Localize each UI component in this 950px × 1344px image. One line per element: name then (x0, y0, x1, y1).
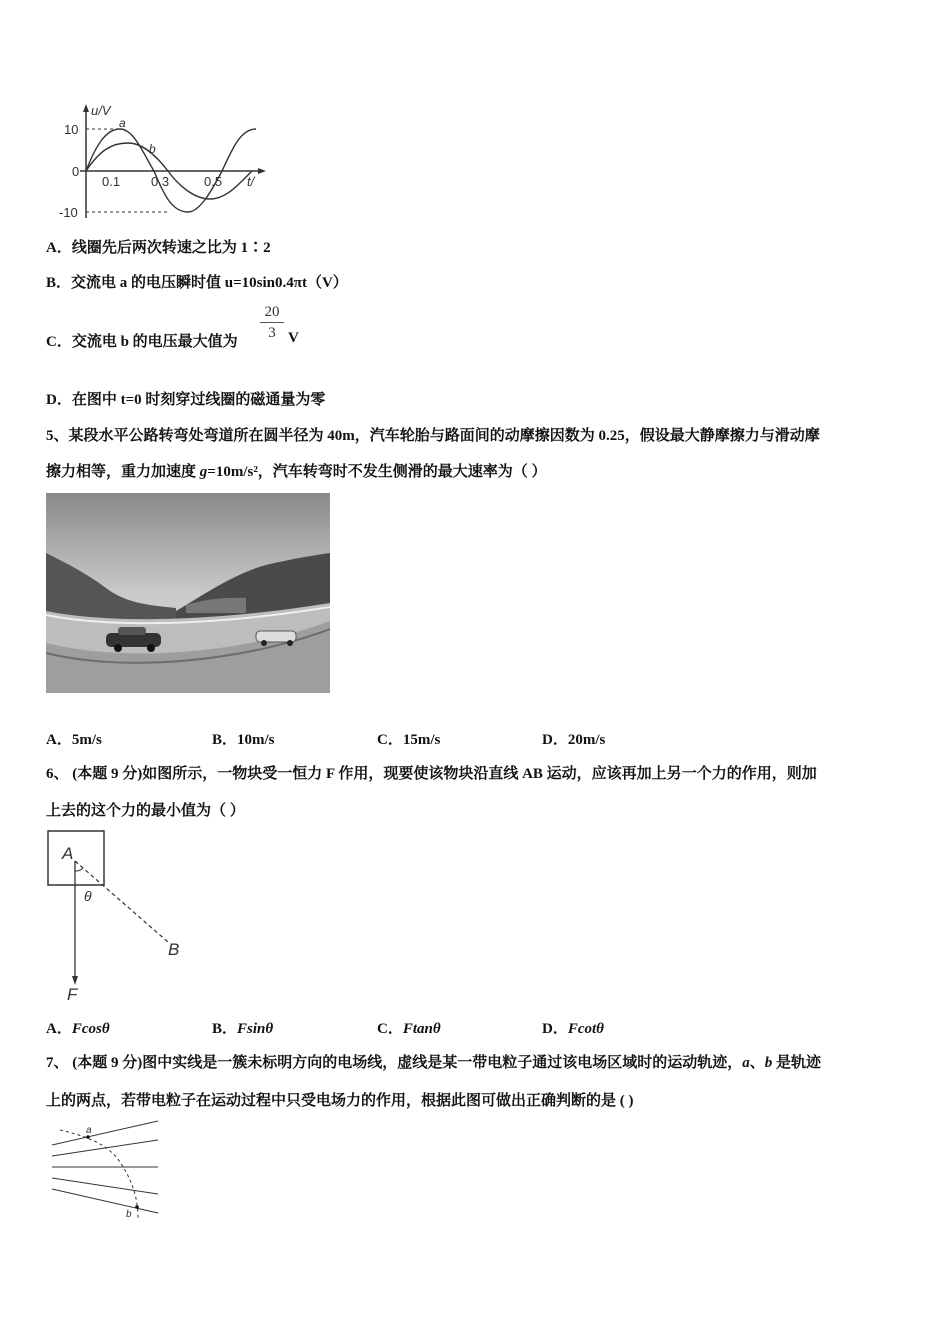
particle-trajectory (60, 1130, 138, 1218)
q6-option-d-value: Fcotθ (567, 1021, 604, 1037)
label-theta: θ (84, 888, 92, 904)
label-b: B (168, 940, 180, 959)
q5-line-2-a: 擦力相等，重力加速度 (46, 464, 200, 480)
q6-option-d (542, 1017, 604, 1038)
q6-option-c-label: C． (377, 1021, 403, 1037)
label-a: A (62, 844, 74, 863)
y-tick-neg10: -10 (59, 205, 78, 220)
q7-line-1-e: 是轨迹 (772, 1055, 822, 1071)
x-tick-0.1: 0.1 (102, 174, 121, 189)
y-tick-0: 0 (72, 164, 80, 179)
q5-option-a: A．5m/s (46, 732, 102, 748)
q7-separator: 、 (749, 1055, 765, 1071)
angle-arc (75, 868, 83, 871)
curve-a-label: a (119, 116, 126, 130)
road-curve-photo (46, 493, 330, 693)
q4-option-b: B．交流电 a 的电压瞬时值 u=10sin0.4πt（V） (46, 275, 348, 291)
q5-line-1: 5、某段水平公路转弯处弯道所在圆半径为 40m，汽车轮胎与路面间的动摩擦因数为 0.25，假设最大静摩擦力与滑动摩 (46, 428, 820, 444)
fig-label-a: a (86, 1125, 92, 1136)
q7-line-1-a: 7、 (本题 9 分)图中实线是一簇未标明方向的电场线，虚线是某一带电粒子通过该电场区域时的运动轨迹， (46, 1055, 743, 1071)
fraction-20-3 (258, 302, 286, 343)
graph-x-label: t/ (247, 174, 255, 189)
q6-option-c (377, 1017, 441, 1038)
x-tick-0.3: 0.3 (151, 174, 170, 189)
waveform-graph (50, 100, 280, 225)
q5-option-d: D．20m/s (542, 732, 606, 748)
q4-option-c-text: C．交流电 b 的电压最大值为 (46, 334, 238, 350)
force-f-arrow (72, 976, 78, 985)
q4-option-c (46, 330, 238, 351)
y-axis-arrow (83, 104, 89, 112)
q7-point-a: a (742, 1055, 750, 1071)
q7-line-1 (46, 1051, 821, 1072)
q5-line-2-b: =10m/s²，汽车转弯时不发生侧滑的最大速率为（ ） (207, 464, 547, 480)
point-b-marker (135, 1205, 139, 1209)
field-line-5 (52, 1189, 158, 1213)
force-diagram (44, 828, 194, 1006)
q6-option-b (212, 1017, 273, 1038)
block (48, 831, 104, 885)
q4-option-a: A．线圈先后两次转速之比为 1∶2 (46, 240, 271, 256)
label-f: F (67, 985, 78, 1004)
curve-b-label: b (149, 142, 156, 156)
fraction-denominator: 3 (268, 325, 276, 341)
q6-option-a (46, 1017, 110, 1038)
q6-option-a-label: A． (46, 1021, 72, 1037)
q5-line-2 (46, 460, 547, 481)
q6-option-d-label: D． (542, 1021, 568, 1037)
fraction-numerator: 20 (264, 304, 280, 320)
q7-line-2: 上的两点，若带电粒子在运动过程中只受电场力的作用，根据此图可做出正确判断的是 ( ) (46, 1093, 634, 1109)
x-tick-0.5: 0.5 (204, 174, 223, 189)
electric-field-diagram (46, 1118, 166, 1222)
q6-option-b-label: B． (212, 1021, 238, 1037)
q6-line-1: 6、 (本题 9 分)如图所示，一物块受一恒力 F 作用，现要使该物块沿直线 AB 运动，应该再加上另一个力的作用，则加 (46, 766, 817, 782)
graph-y-label: u/V (91, 103, 111, 118)
q6-option-c-value: Ftanθ (402, 1021, 441, 1037)
field-line-1 (52, 1121, 158, 1145)
q6-line-2: 上去的这个力的最小值为（ ） (46, 803, 245, 819)
q6-option-a-value: Fcosθ (71, 1021, 110, 1037)
fig-label-b: b (126, 1209, 132, 1220)
x-axis-arrow (258, 168, 266, 174)
q5-option-c: C．15m/s (377, 732, 441, 748)
field-line-4 (52, 1178, 158, 1194)
q4-option-d: D．在图中 t=0 时刻穿过线圈的磁通量为零 (46, 392, 326, 408)
field-line-2 (52, 1140, 158, 1156)
q6-option-b-value: Fsinθ (237, 1021, 274, 1037)
q7-point-b: b (764, 1055, 773, 1071)
q5-gravity-symbol: g (199, 464, 208, 480)
y-tick-10: 10 (64, 122, 79, 137)
q4-option-c-unit: V (288, 330, 299, 346)
q5-option-b: B．10m/s (212, 732, 275, 748)
